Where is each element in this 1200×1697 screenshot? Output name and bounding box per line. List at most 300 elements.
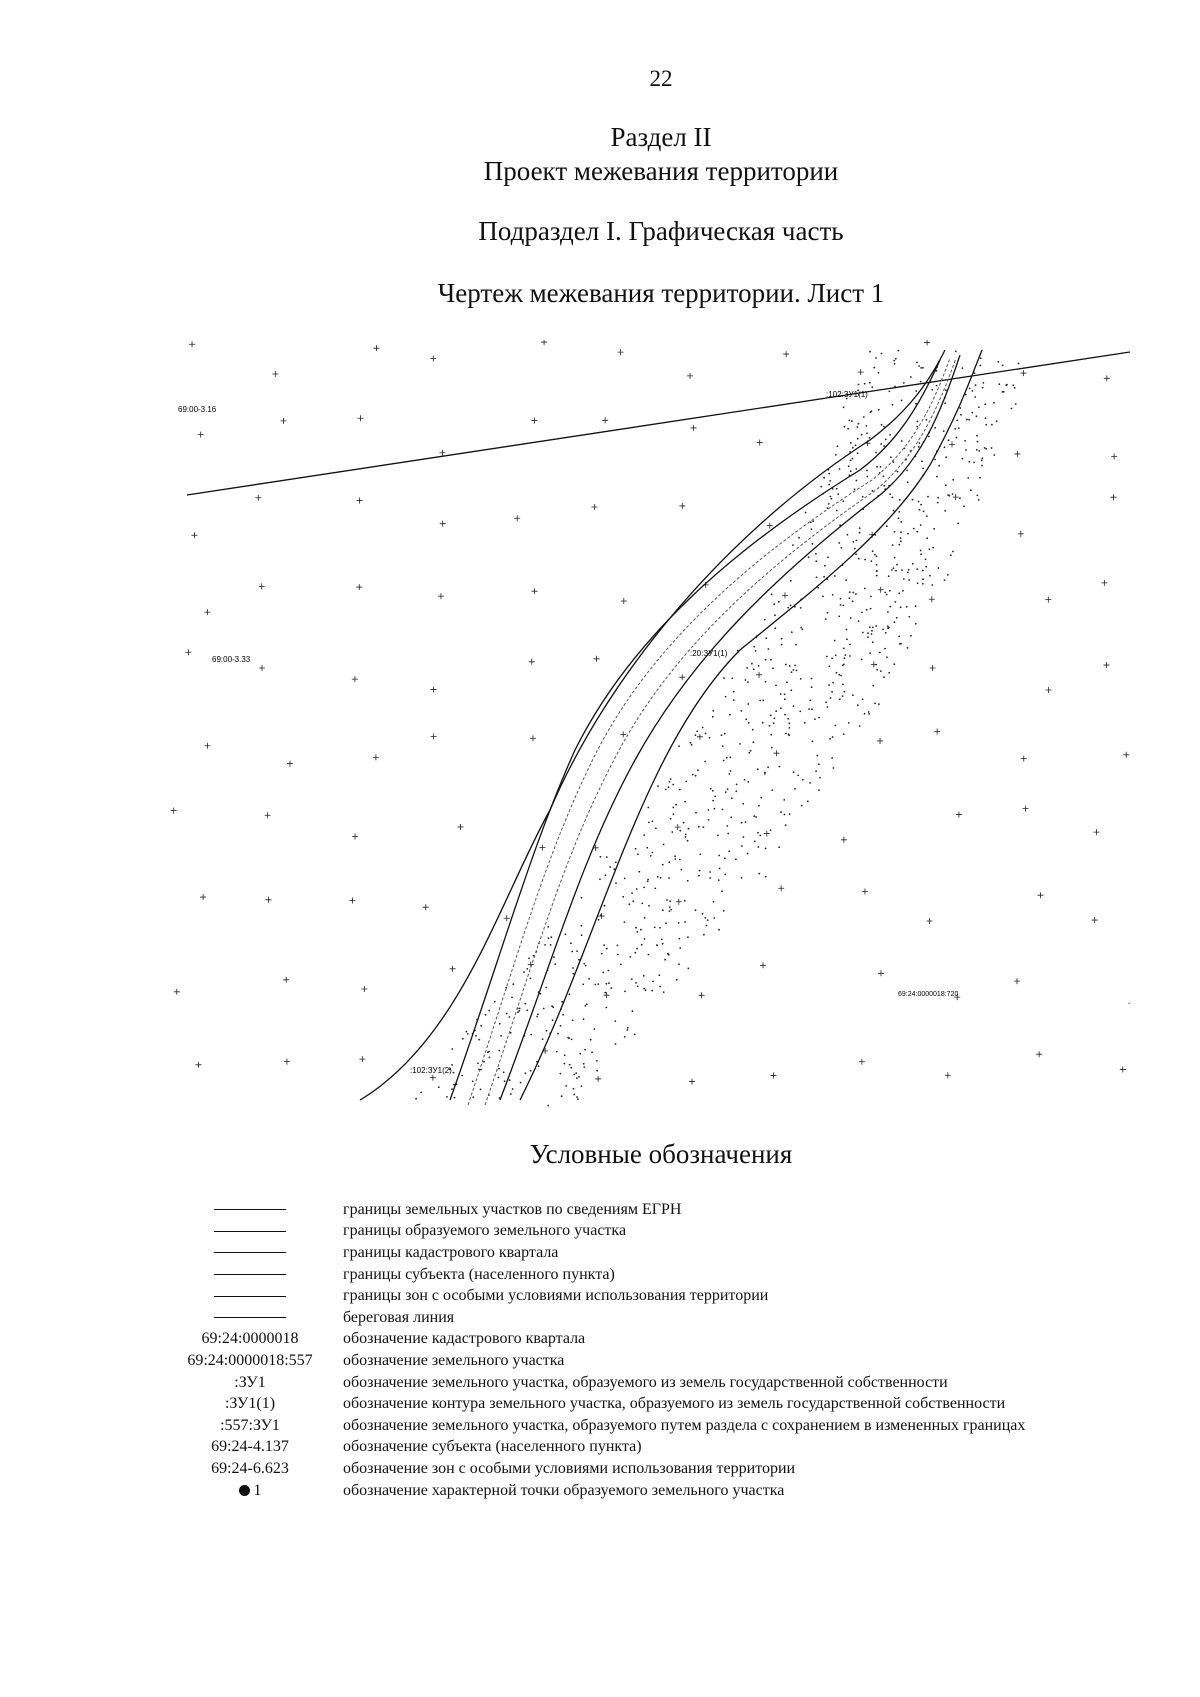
vegetation-dot: [794, 665, 796, 667]
vegetation-dot: [767, 766, 769, 768]
vegetation-dot: [899, 499, 901, 501]
vegetation-dot: [982, 457, 984, 459]
vegetation-dot: [934, 459, 936, 461]
vegetation-dot: [875, 452, 877, 454]
legend-row-quarter-code: [170, 1329, 1180, 1351]
vegetation-dot: [869, 382, 871, 384]
vegetation-dot: [652, 852, 654, 854]
vegetation-dot: [647, 881, 649, 883]
vegetation-dot: [636, 931, 638, 933]
vegetation-dot: [827, 612, 829, 614]
vegetation-dot: [834, 725, 836, 727]
vegetation-dot: [661, 939, 663, 941]
outer-left-boundary: [360, 350, 945, 1100]
vegetation-dot: [569, 1064, 571, 1066]
vegetation-dot: [936, 385, 938, 387]
vegetation-dot: [933, 528, 935, 530]
vegetation-dot: [880, 670, 882, 672]
vegetation-dot: [523, 971, 525, 973]
vegetation-dot: [802, 628, 804, 630]
vegetation-dot: [923, 511, 925, 513]
grid-cross: [594, 656, 600, 662]
vegetation-dot: [671, 831, 673, 833]
vegetation-dot: [762, 722, 764, 724]
legend-code: :ЗУ1: [234, 1373, 266, 1391]
vegetation-dot: [876, 466, 878, 468]
vegetation-dot: [849, 591, 851, 593]
vegetation-dot: [510, 1032, 512, 1034]
vegetation-dot: [794, 788, 796, 790]
vegetation-dot: [858, 423, 860, 425]
vegetation-dot: [594, 1028, 596, 1030]
vegetation-dot: [862, 699, 864, 701]
grid-cross: [530, 735, 536, 741]
vegetation-dot: [724, 874, 726, 876]
grid-cross: [1014, 451, 1020, 457]
vegetation-dot: [916, 531, 918, 533]
vegetation-dot: [500, 1035, 502, 1037]
legend-code: 69:24:0000018: [201, 1330, 299, 1348]
vegetation-dot: [726, 757, 728, 759]
vegetation-dot: [561, 1095, 563, 1097]
vegetation-dot: [882, 629, 884, 631]
vegetation-dot: [840, 675, 842, 677]
vegetation-dot: [968, 419, 970, 421]
quarter-boundary-line: [187, 352, 1130, 495]
vegetation-dot: [855, 593, 857, 595]
grid-cross: [185, 649, 191, 655]
vegetation-dot: [894, 363, 896, 365]
vegetation-dot: [917, 582, 919, 584]
vegetation-dot: [778, 601, 780, 603]
vegetation-dot: [822, 596, 824, 598]
vegetation-dot: [765, 637, 767, 639]
legend-row-shoreline: [170, 1307, 1180, 1329]
grid-cross: [272, 371, 278, 377]
grid-cross: [1018, 531, 1024, 537]
vegetation-dot: [678, 922, 680, 924]
vegetation-dot: [747, 853, 749, 855]
vegetation-dot: [900, 531, 902, 533]
vegetation-dot: [781, 644, 783, 646]
vegetation-dot: [831, 657, 833, 659]
vegetation-dot: [705, 733, 707, 735]
grid-cross: [440, 521, 446, 527]
vegetation-dot: [556, 1051, 558, 1053]
vegetation-dot: [959, 407, 961, 409]
vegetation-dot: [617, 945, 619, 947]
vegetation-dot: [883, 445, 885, 447]
vegetation-dot: [854, 488, 856, 490]
grid-cross: [373, 754, 379, 760]
grid-cross: [930, 665, 936, 671]
vegetation-dot: [888, 672, 890, 674]
vegetation-dot: [670, 818, 672, 820]
vegetation-dot: [916, 426, 918, 428]
vegetation-dot: [828, 473, 830, 475]
vegetation-dot: [823, 576, 825, 578]
vegetation-dot: [753, 815, 755, 817]
grid-cross: [877, 738, 883, 744]
vegetation-dot: [835, 454, 837, 456]
vegetation-dot: [488, 1051, 490, 1053]
vegetation-dot: [599, 878, 601, 880]
vegetation-dot: [572, 973, 574, 975]
vegetation-dot: [784, 693, 786, 695]
vegetation-dot: [615, 882, 617, 884]
grid-cross: [198, 432, 204, 438]
vegetation-dot: [874, 554, 876, 556]
vegetation-dot: [903, 382, 905, 384]
point-number: 1: [253, 1481, 262, 1499]
vegetation-dot: [831, 498, 833, 500]
vegetation-dot: [985, 417, 987, 419]
vegetation-dot: [915, 390, 917, 392]
vegetation-dot: [679, 947, 681, 949]
vegetation-dot: [972, 390, 974, 392]
vegetation-dot: [475, 1035, 477, 1037]
vegetation-dot: [842, 605, 844, 607]
vegetation-dot: [871, 386, 873, 388]
vegetation-dot: [674, 855, 676, 857]
vegetation-dot: [866, 609, 868, 611]
vegetation-dot: [669, 781, 671, 783]
grid-cross: [191, 532, 197, 538]
vegetation-dot: [787, 718, 789, 720]
vegetation-dot: [771, 747, 773, 749]
vegetation-dot: [789, 813, 791, 815]
vegetation-dot: [809, 699, 811, 701]
line-sample: [170, 1231, 330, 1232]
vegetation-dot: [956, 420, 958, 422]
vegetation-dot: [855, 445, 857, 447]
grid-cross: [373, 345, 379, 351]
vegetation-dot: [604, 905, 606, 907]
legend-row-zone-boundaries: [170, 1285, 1180, 1307]
vegetation-dot: [729, 756, 731, 758]
vegetation-dot: [830, 697, 832, 699]
grid-cross: [1037, 892, 1043, 898]
vegetation-dot: [704, 917, 706, 919]
vegetation-dot: [798, 537, 800, 539]
legend-description: границы зон с особыми условиями использования территории: [343, 1287, 769, 1305]
vegetation-dot: [833, 767, 835, 769]
page-number: 22: [649, 66, 673, 91]
vegetation-dot: [570, 942, 572, 944]
vegetation-dot: [1018, 363, 1020, 365]
vegetation-dot: [872, 550, 874, 552]
vegetation-dot: [635, 952, 637, 954]
vegetation-dot: [572, 967, 574, 969]
vegetation-dot: [510, 1093, 512, 1095]
grid-cross: [591, 504, 597, 510]
vegetation-dot: [852, 458, 854, 460]
vegetation-dot: [607, 970, 609, 972]
vegetation-dot: [594, 984, 596, 986]
vegetation-dot: [836, 488, 838, 490]
vegetation-dot: [906, 470, 908, 472]
vegetation-dot: [780, 707, 782, 709]
vegetation-dot: [550, 936, 552, 938]
vegetation-dot: [883, 485, 885, 487]
vegetation-dot: [480, 1025, 482, 1027]
legend-code: 69:24:0000018:557: [187, 1351, 313, 1369]
vegetation-dot: [568, 1037, 570, 1039]
vegetation-dot: [646, 847, 648, 849]
vegetation-dot: [773, 603, 775, 605]
vegetation-dot: [525, 1072, 527, 1074]
vegetation-dot: [870, 560, 872, 562]
grid-cross: [595, 1076, 601, 1082]
vegetation-dot: [685, 781, 687, 783]
vegetation-dot: [858, 558, 860, 560]
grid-cross: [773, 750, 779, 756]
vegetation-dot: [920, 367, 922, 369]
vegetation-dot: [925, 559, 927, 561]
vegetation-dot: [844, 426, 846, 428]
vegetation-dot: [498, 1068, 500, 1070]
vegetation-dot: [717, 835, 719, 837]
vegetation-dot: [695, 909, 697, 911]
vegetation-dot: [834, 575, 836, 577]
vegetation-dot: [684, 921, 686, 923]
vegetation-dot: [985, 448, 987, 450]
vegetation-dot: [765, 848, 767, 850]
vegetation-dot: [512, 983, 514, 985]
vegetation-dot: [733, 691, 735, 693]
vegetation-dot: [765, 876, 767, 878]
vegetation-dot: [818, 789, 820, 791]
grid-cross: [1111, 494, 1117, 500]
vegetation-dot: [859, 725, 861, 727]
vegetation-dot: [735, 858, 737, 860]
grid-cross: [782, 592, 788, 598]
subsection-title: Подраздел I. Графическая часть: [478, 216, 844, 246]
vegetation-dot: [576, 1077, 578, 1079]
legend-description: обозначение земельного участка: [343, 1351, 565, 1369]
vegetation-dot: [861, 434, 863, 436]
grid-cross: [929, 596, 935, 602]
vegetation-dot: [964, 440, 966, 442]
legend-row-new-plot-code: [170, 1372, 1180, 1394]
vegetation-dot: [895, 570, 897, 572]
vegetation-dot: [978, 406, 980, 408]
vegetation-dot: [883, 475, 885, 477]
vegetation-dot: [727, 788, 729, 790]
vegetation-dot: [962, 367, 964, 369]
grid-cross: [756, 672, 762, 678]
vegetation-dot: [670, 778, 672, 780]
vegetation-dot: [837, 493, 839, 495]
vegetation-dot: [655, 827, 657, 829]
grid-cross: [514, 515, 520, 521]
vegetation-dot: [774, 627, 776, 629]
vegetation-dot: [724, 857, 726, 859]
vegetation-dot: [799, 711, 801, 713]
vegetation-dot: [758, 665, 760, 667]
vegetation-dot: [895, 358, 897, 360]
vegetation-dot: [855, 468, 857, 470]
vegetation-dot: [545, 987, 547, 989]
vegetation-dot: [838, 542, 840, 544]
vegetation-dot: [452, 1048, 454, 1050]
quarter-label-2: 69:00-3.33: [212, 655, 251, 664]
vegetation-dot: [907, 481, 909, 483]
vegetation-dot: [948, 439, 950, 441]
vegetation-dot: [918, 442, 920, 444]
vegetation-dot: [483, 1061, 485, 1063]
vegetation-dot: [811, 708, 813, 710]
vegetation-dot: [610, 987, 612, 989]
vegetation-dot: [576, 1096, 578, 1098]
grid-cross: [171, 808, 177, 814]
vegetation-dot: [494, 1001, 496, 1003]
vegetation-dot: [584, 1049, 586, 1051]
vegetation-dot: [791, 671, 793, 673]
grid-cross: [621, 598, 627, 604]
vegetation-dot: [770, 659, 772, 661]
grid-cross: [778, 885, 784, 891]
section-subtitle: Проект межевания территории: [483, 156, 839, 186]
grid-cross: [255, 495, 261, 501]
grid-cross: [602, 417, 608, 423]
vegetation-dot: [741, 710, 743, 712]
vegetation-dot: [850, 460, 852, 462]
vegetation-dot: [869, 437, 871, 439]
vegetation-dot: [768, 648, 770, 650]
vegetation-dot: [712, 710, 714, 712]
vegetation-dot: [838, 674, 840, 676]
vegetation-dot: [839, 468, 841, 470]
vegetation-dot: [843, 648, 845, 650]
vegetation-dot: [665, 922, 667, 924]
vegetation-dot: [668, 954, 670, 956]
vegetation-dot: [635, 982, 637, 984]
vegetation-dot: [741, 877, 743, 879]
vegetation-dot: [697, 769, 699, 771]
vegetation-dot: [723, 760, 725, 762]
grid-cross: [259, 583, 265, 589]
vegetation-dot: [741, 845, 743, 847]
vegetation-dot: [632, 900, 634, 902]
vegetation-dot: [683, 822, 685, 824]
grid-cross: [1045, 597, 1051, 603]
vegetation-dot: [885, 439, 887, 441]
vegetation-dot: [707, 919, 709, 921]
vegetation-dot: [843, 406, 845, 408]
vegetation-dot: [690, 742, 692, 744]
vegetation-dot: [790, 604, 792, 606]
vegetation-dot: [789, 727, 791, 729]
vegetation-dot: [627, 1027, 629, 1029]
vegetation-dot: [823, 477, 825, 479]
vegetation-dot: [808, 556, 810, 558]
vegetation-dot: [548, 937, 550, 939]
vegetation-dot: [872, 685, 874, 687]
vegetation-dot: [965, 449, 967, 451]
vegetation-dot: [528, 958, 530, 960]
vegetation-dot: [844, 691, 846, 693]
grid-cross: [858, 369, 864, 375]
grid-cross: [1092, 917, 1098, 923]
vegetation-dot: [519, 1008, 521, 1010]
vegetation-dot: [898, 636, 900, 638]
vegetation-dot: [1002, 391, 1004, 393]
vegetation-dot: [765, 681, 767, 683]
vegetation-dot: [730, 816, 732, 818]
vegetation-dot: [876, 556, 878, 558]
vegetation-dot: [520, 1082, 522, 1084]
vegetation-dot: [827, 557, 829, 559]
vegetation-dot: [907, 533, 909, 535]
vegetation-dot: [874, 703, 876, 705]
vegetation-dot: [789, 665, 791, 667]
parcel-label: 69:24:0000018:720: [898, 991, 959, 998]
vegetation-dot: [966, 419, 968, 421]
grid-cross: [531, 418, 537, 424]
vegetation-dot: [648, 822, 650, 824]
vegetation-dot: [879, 652, 881, 654]
legend-description: береговая линия: [343, 1308, 455, 1326]
vegetation-dot: [849, 655, 851, 657]
vegetation-dot: [885, 632, 887, 634]
grid-cross: [771, 1073, 777, 1079]
grid-cross: [1021, 756, 1027, 762]
grid-cross: [283, 977, 289, 983]
vegetation-dot: [503, 1071, 505, 1073]
vegetation-dot: [652, 981, 654, 983]
vegetation-dot: [609, 866, 611, 868]
vegetation-dot: [970, 489, 972, 491]
grid-cross: [927, 918, 933, 924]
vegetation-dot: [883, 426, 885, 428]
vegetation-dot: [869, 626, 871, 628]
legend-row-split-plot-code: [170, 1415, 1180, 1437]
vegetation-dot: [958, 427, 960, 429]
legend-point-key: [170, 1482, 330, 1500]
vegetation-dot: [644, 917, 646, 919]
vegetation-dot: [936, 476, 938, 478]
vegetation-dot: [960, 414, 962, 416]
title-block: [0, 120, 1200, 310]
grid-cross: [620, 731, 626, 737]
vegetation-dot: [718, 855, 720, 857]
vegetation-dot: [916, 568, 918, 570]
vegetation-dot: [952, 479, 954, 481]
vegetation-dot: [692, 774, 694, 776]
vegetation-dot: [561, 1001, 563, 1003]
grid-cross: [956, 812, 962, 818]
vegetation-dot: [770, 829, 772, 831]
vegetation-dot: [881, 424, 883, 426]
vegetation-dot: [788, 734, 790, 736]
grid-cross: [862, 888, 868, 894]
vegetation-dot: [864, 559, 866, 561]
vegetation-dot: [867, 476, 869, 478]
vegetation-dot: [562, 1014, 564, 1016]
plot-label-1: :102:ЗУ1(1): [826, 390, 868, 399]
road-band: [468, 358, 959, 1105]
grid-cross: [423, 904, 429, 910]
vegetation-dot: [724, 733, 726, 735]
vegetation-dot: [573, 1088, 575, 1090]
vegetation-dot: [802, 779, 804, 781]
grid-cross: [767, 523, 773, 529]
grid-cross: [953, 494, 959, 500]
vegetation-dot: [852, 592, 854, 594]
vegetation-dot: [674, 858, 676, 860]
vegetation-dot: [784, 714, 786, 716]
